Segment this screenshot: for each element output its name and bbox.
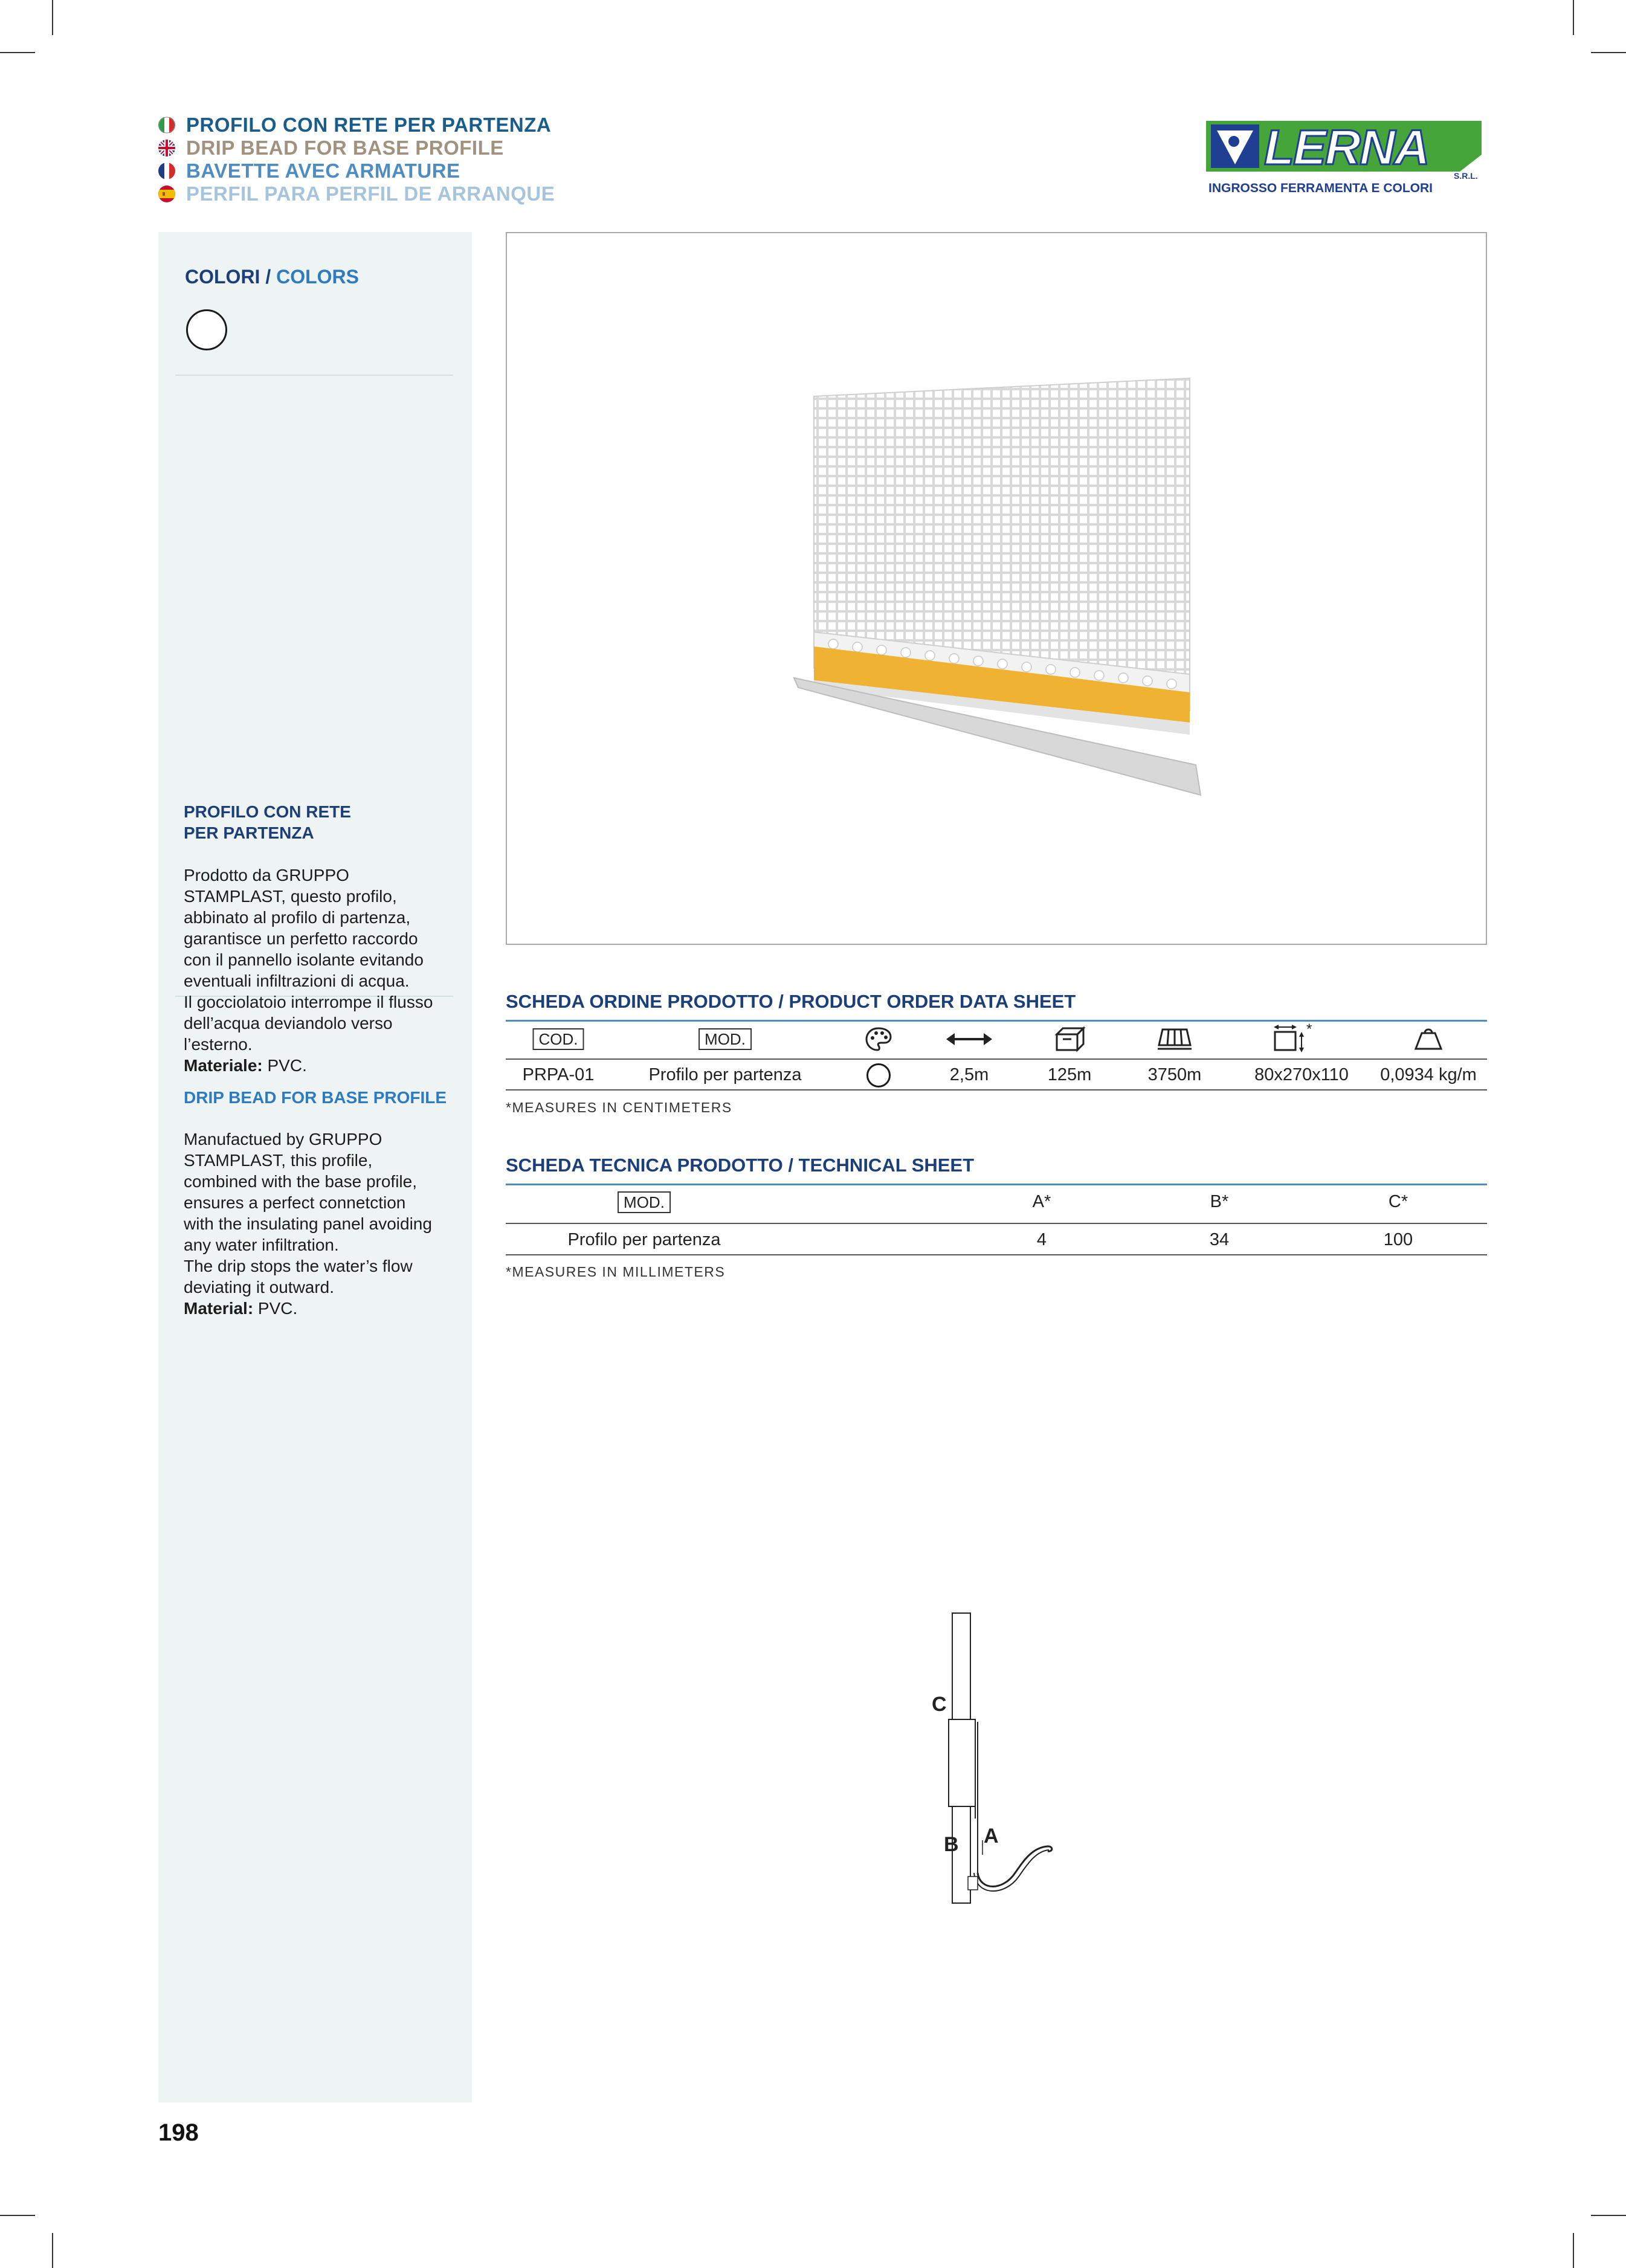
title-text: DRIP BEAD FOR BASE PROFILE [186, 137, 504, 159]
cell-weight: 0,0934 kg/m [1380, 1065, 1477, 1084]
title-it [158, 114, 555, 137]
length-arrow-icon [946, 1029, 992, 1052]
title-fr [158, 159, 555, 182]
description-line: deviating it outward. [184, 1278, 335, 1297]
description-line: eventuali infiltrazioni di acqua. [184, 971, 410, 990]
company-logo [1206, 118, 1482, 196]
weight-icon [1413, 1027, 1444, 1054]
colors-label-it: COLORI [185, 266, 260, 288]
diagram-label-c: C [932, 1693, 947, 1716]
header-b: B* [1210, 1192, 1229, 1211]
cell-length: 2,5m [949, 1065, 989, 1084]
description-line: garantisce un perfetto raccordo [184, 929, 418, 948]
header-cod: COD. [533, 1028, 584, 1050]
description-title-en: DRIP BEAD FOR BASE PROFILE [184, 1088, 447, 1107]
technical-sheet-note: *MEASURES IN MILLIMETERS [506, 1264, 726, 1280]
diagram-label-a: A [984, 1825, 999, 1848]
description-line: Manufactued by GRUPPO [184, 1130, 382, 1148]
cell-mod: Profilo per partenza [648, 1065, 802, 1084]
cell-c: 100 [1383, 1230, 1413, 1249]
cell-dimensions: 80x270x110 [1254, 1065, 1349, 1084]
colors-heading [185, 266, 359, 288]
cell-mod: Profilo per partenza [567, 1230, 721, 1249]
table-top-rule [506, 1020, 1487, 1022]
flag-italy-icon [158, 117, 175, 134]
crop-mark [0, 2215, 35, 2216]
header-a: A* [1032, 1192, 1051, 1211]
description-line: dell’acqua deviandolo verso [184, 1014, 393, 1033]
product-photo [506, 232, 1487, 945]
description-line: Il gocciolatoio interrompe il flusso [184, 993, 433, 1011]
cell-pallet: 3750m [1147, 1065, 1202, 1084]
pallet-icon [1157, 1027, 1193, 1054]
cross-section-diagram [924, 1607, 1082, 1909]
order-sheet-title: SCHEDA ORDINE PRODOTTO / PRODUCT ORDER DATA SHEET [506, 991, 1076, 1012]
table-header-rule [506, 1223, 1487, 1224]
cell-a: 4 [1036, 1230, 1047, 1249]
crop-mark [1573, 2233, 1574, 2268]
header-mod: MOD. [698, 1028, 752, 1050]
description-line: STAMPLAST, questo profilo, [184, 887, 397, 906]
crop-mark [1591, 2215, 1626, 2216]
color-swatch-white [186, 309, 227, 350]
box-icon [1053, 1026, 1086, 1055]
description-line: abbinato al profilo di partenza, [184, 908, 411, 927]
description-title-it: PROFILO CON RETE PER PARTENZA [184, 802, 351, 842]
table-bottom-rule [506, 1254, 1487, 1255]
dimensions-icon [1271, 1023, 1315, 1058]
description-line: l’esterno. [184, 1035, 253, 1054]
product-titles [158, 114, 555, 205]
description-line: with the insulating panel avoiding [184, 1214, 432, 1233]
description-line: any water infiltration. [184, 1235, 339, 1254]
dimensions-asterisk: * [1306, 1021, 1312, 1037]
crop-mark [1591, 52, 1626, 53]
colors-label-en: COLORS [276, 266, 359, 288]
table-top-rule [506, 1184, 1487, 1185]
palette-icon [864, 1026, 893, 1055]
colors-separator: / [260, 266, 277, 288]
description-line: The drip stops the water’s flow [184, 1257, 413, 1275]
flag-france-icon [158, 163, 175, 179]
title-es [158, 182, 555, 205]
drip-bead-profile-image [507, 233, 1486, 944]
flag-uk-icon [158, 140, 175, 156]
svg-text:LERNA: LERNA [1264, 120, 1429, 175]
technical-sheet-title: SCHEDA TECNICA PRODOTTO / TECHNICAL SHEET [506, 1155, 975, 1176]
header-mod: MOD. [618, 1191, 671, 1213]
crop-mark [52, 2233, 53, 2268]
order-sheet-note: *MEASURES IN CENTIMETERS [506, 1100, 732, 1115]
flag-spain-icon [158, 185, 175, 202]
description-line: con il pannello isolante evitando [184, 950, 424, 969]
crop-mark [1573, 0, 1574, 35]
title-text: PROFILO CON RETE PER PARTENZA [186, 114, 552, 136]
logo-suffix: S.R.L. [1454, 171, 1478, 181]
title-text: PERFIL PARA PERFIL DE ARRANQUE [186, 182, 555, 205]
crop-mark [52, 0, 53, 35]
color-swatch-white [866, 1063, 891, 1087]
diagram-label-b: B [944, 1833, 959, 1856]
crop-mark [0, 52, 35, 53]
cell-box: 125m [1047, 1065, 1092, 1084]
description-line: Prodotto da GRUPPO [184, 866, 349, 884]
material-it: Materiale: PVC. [184, 1056, 307, 1075]
title-en [158, 137, 555, 159]
logo-tagline: INGROSSO FERRAMENTA E COLORI [1208, 181, 1433, 195]
cell-b: 34 [1209, 1230, 1230, 1249]
title-text: BAVETTE AVEC ARMATURE [186, 159, 460, 182]
product-description [184, 801, 456, 1319]
header-c: C* [1388, 1192, 1408, 1211]
sidebar-panel [158, 232, 472, 2102]
material-en: Material: PVC. [184, 1299, 298, 1318]
description-line: STAMPLAST, this profile, [184, 1151, 373, 1170]
cell-cod: PRPA-01 [522, 1065, 595, 1084]
description-line: combined with the base profile, [184, 1172, 417, 1191]
sidebar-divider [175, 375, 453, 376]
page-number: 198 [158, 2119, 199, 2146]
table-header-rule [506, 1058, 1487, 1060]
description-line: ensures a perfect connetction [184, 1193, 406, 1212]
table-bottom-rule [506, 1089, 1487, 1091]
